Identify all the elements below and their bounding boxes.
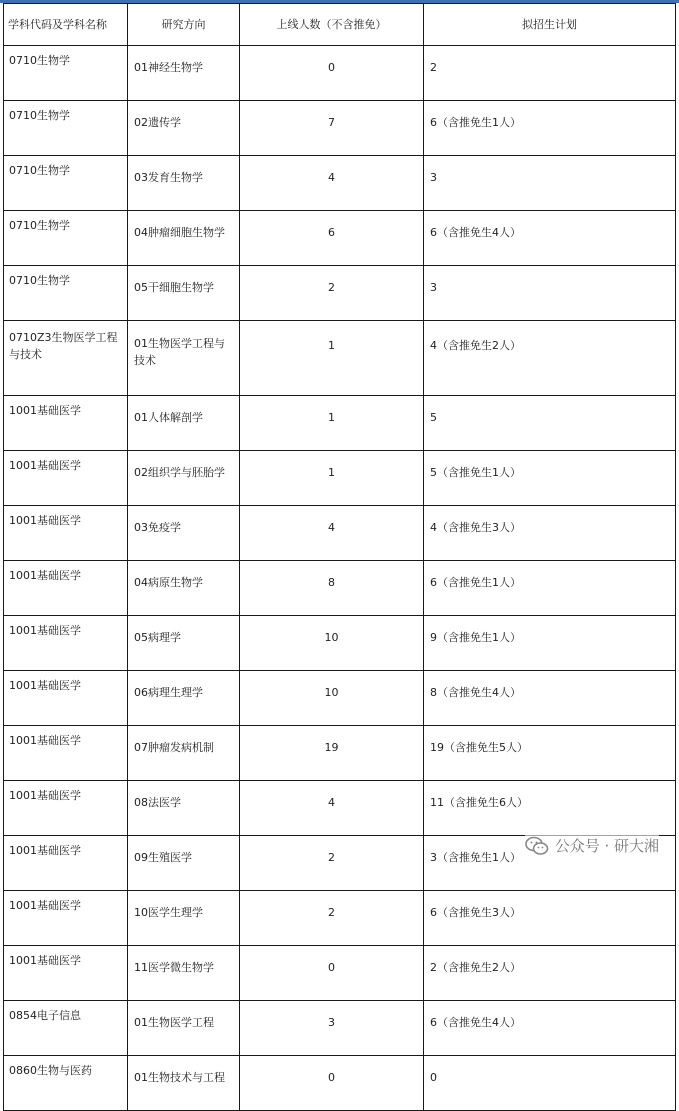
qualified-count-cell: 7	[240, 101, 424, 156]
admissions-table	[3, 3, 676, 1111]
discipline-cell: 1001基础医学	[4, 616, 128, 671]
qualified-count-cell: 10	[240, 616, 424, 671]
direction-cell: 01生物医学工程与技术	[128, 321, 240, 396]
qualified-count-cell: 0	[240, 946, 424, 1001]
qualified-count-cell: 1	[240, 396, 424, 451]
discipline-cell: 1001基础医学	[4, 561, 128, 616]
direction-cell: 04肿瘤细胞生物学	[128, 211, 240, 266]
table-row	[4, 616, 676, 671]
header-qualified-count: 上线人数（不含推免）	[240, 4, 424, 46]
discipline-cell: 0854电子信息	[4, 1001, 128, 1056]
direction-cell: 05病理学	[128, 616, 240, 671]
direction-cell: 07肿瘤发病机制	[128, 726, 240, 781]
direction-cell: 06病理生理学	[128, 671, 240, 726]
direction-cell: 10医学生理学	[128, 891, 240, 946]
discipline-cell: 1001基础医学	[4, 671, 128, 726]
table-row	[4, 561, 676, 616]
enrollment-plan-cell: 6（含推免生1人）	[424, 561, 676, 616]
table-row	[4, 211, 676, 266]
qualified-count-cell: 1	[240, 321, 424, 396]
discipline-cell: 0710生物学	[4, 46, 128, 101]
qualified-count-cell: 4	[240, 506, 424, 561]
table-row	[4, 451, 676, 506]
qualified-count-cell: 2	[240, 836, 424, 891]
enrollment-plan-cell: 0	[424, 1056, 676, 1111]
discipline-cell: 0710生物学	[4, 101, 128, 156]
direction-cell: 01人体解剖学	[128, 396, 240, 451]
enrollment-plan-cell: 8（含推免生4人）	[424, 671, 676, 726]
enrollment-plan-cell: 4（含推免生2人）	[424, 321, 676, 396]
watermark-text: 公众号 · 研大湘	[554, 837, 659, 855]
table-row	[4, 46, 676, 101]
enrollment-plan-cell: 2	[424, 46, 676, 101]
table-row	[4, 101, 676, 156]
enrollment-plan-cell: 19（含推免生5人）	[424, 726, 676, 781]
discipline-cell: 1001基础医学	[4, 836, 128, 891]
table-row	[4, 671, 676, 726]
direction-cell: 01神经生物学	[128, 46, 240, 101]
enrollment-plan-cell: 6（含推免生4人）	[424, 1001, 676, 1056]
direction-cell: 01生物技术与工程	[128, 1056, 240, 1111]
enrollment-plan-cell: 6（含推免生1人）	[424, 101, 676, 156]
enrollment-plan-cell: 9（含推免生1人）	[424, 616, 676, 671]
discipline-cell: 0710生物学	[4, 211, 128, 266]
enrollment-plan-cell: 6（含推免生4人）	[424, 211, 676, 266]
direction-cell: 03免疫学	[128, 506, 240, 561]
enrollment-plan-cell: 3（含推免生1人）	[424, 836, 676, 891]
discipline-cell: 0710生物学	[4, 156, 128, 211]
qualified-count-cell: 6	[240, 211, 424, 266]
discipline-cell: 1001基础医学	[4, 396, 128, 451]
enrollment-plan-cell: 3	[424, 266, 676, 321]
enrollment-plan-cell: 3	[424, 156, 676, 211]
enrollment-plan-cell: 2（含推免生2人）	[424, 946, 676, 1001]
wechat-icon	[525, 836, 549, 856]
qualified-count-cell: 2	[240, 891, 424, 946]
table-body	[4, 46, 676, 1111]
direction-cell: 02遗传学	[128, 101, 240, 156]
qualified-count-cell: 3	[240, 1001, 424, 1056]
qualified-count-cell: 8	[240, 561, 424, 616]
enrollment-plan-cell: 5（含推免生1人）	[424, 451, 676, 506]
watermark	[525, 835, 659, 856]
direction-cell: 11医学微生物学	[128, 946, 240, 1001]
direction-cell: 01生物医学工程	[128, 1001, 240, 1056]
header-discipline: 学科代码及学科名称	[4, 4, 128, 46]
table-row	[4, 1056, 676, 1111]
direction-cell: 04病原生物学	[128, 561, 240, 616]
qualified-count-cell: 0	[240, 46, 424, 101]
qualified-count-cell: 19	[240, 726, 424, 781]
enrollment-plan-cell: 5	[424, 396, 676, 451]
enrollment-plan-cell: 4（含推免生3人）	[424, 506, 676, 561]
table-row	[4, 726, 676, 781]
table-row	[4, 1001, 676, 1056]
table-row	[4, 396, 676, 451]
direction-cell: 02组织学与胚胎学	[128, 451, 240, 506]
discipline-cell: 1001基础医学	[4, 726, 128, 781]
table-row	[4, 506, 676, 561]
direction-cell: 05干细胞生物学	[128, 266, 240, 321]
qualified-count-cell: 1	[240, 451, 424, 506]
direction-cell: 09生殖医学	[128, 836, 240, 891]
header-research-direction: 研究方向	[128, 4, 240, 46]
header-enrollment-plan: 拟招生计划	[424, 4, 676, 46]
discipline-cell: 1001基础医学	[4, 946, 128, 1001]
table-header-row	[4, 4, 676, 46]
table-row	[4, 266, 676, 321]
direction-cell: 03发育生物学	[128, 156, 240, 211]
discipline-cell: 1001基础医学	[4, 891, 128, 946]
discipline-cell: 0710生物学	[4, 266, 128, 321]
table-row	[4, 781, 676, 836]
table-row	[4, 946, 676, 1001]
enrollment-plan-cell: 11（含推免生6人）	[424, 781, 676, 836]
direction-cell: 08法医学	[128, 781, 240, 836]
qualified-count-cell: 0	[240, 1056, 424, 1111]
qualified-count-cell: 4	[240, 156, 424, 211]
discipline-cell: 0710Z3生物医学工程与技术	[4, 321, 128, 396]
table-row	[4, 891, 676, 946]
qualified-count-cell: 4	[240, 781, 424, 836]
enrollment-plan-cell: 6（含推免生3人）	[424, 891, 676, 946]
qualified-count-cell: 2	[240, 266, 424, 321]
qualified-count-cell: 10	[240, 671, 424, 726]
table-row	[4, 321, 676, 396]
discipline-cell: 0860生物与医药	[4, 1056, 128, 1111]
discipline-cell: 1001基础医学	[4, 506, 128, 561]
discipline-cell: 1001基础医学	[4, 781, 128, 836]
discipline-cell: 1001基础医学	[4, 451, 128, 506]
table-row	[4, 156, 676, 211]
